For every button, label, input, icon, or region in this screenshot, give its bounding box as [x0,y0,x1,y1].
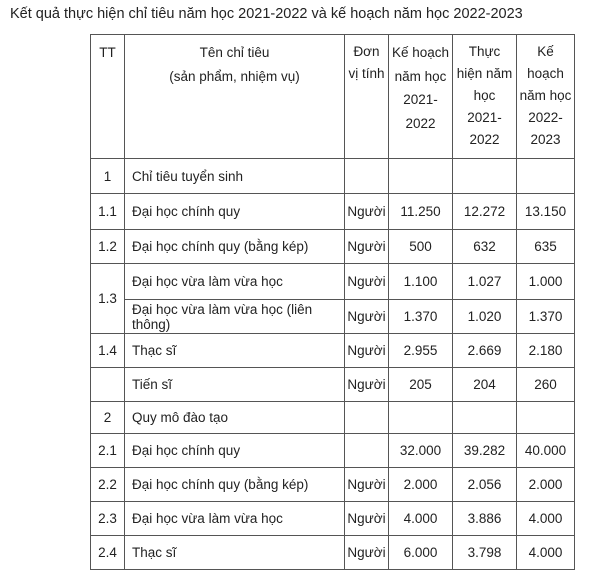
row-plan-next: 40.000 [517,434,575,468]
row-tt: 2 [91,402,125,434]
header-name: Tên chỉ tiêu (sản phẩm, nhiệm vụ) [125,35,345,159]
row-tt: 1.2 [91,230,125,264]
header-plan-2022-2023: Kế hoạch năm học 2022- 2023 [517,35,575,159]
row-plan-next: 2.180 [517,334,575,368]
row-plan-next: 260 [517,368,575,402]
row-tt: 2.1 [91,434,125,468]
row-plan-prev: 32.000 [389,434,453,468]
row-name: Đại học vừa làm vừa học (liên thông) [125,300,345,334]
row-plan-prev: 2.000 [389,468,453,502]
row-name: Quy mô đào tạo [125,402,345,434]
row-tt: 2.3 [91,502,125,536]
table-row [91,230,575,264]
table-row [91,300,575,334]
row-name: Đại học chính quy (bằng kép) [125,230,345,264]
row-tt: 1.3 [91,264,125,334]
row-unit [345,434,389,468]
row-unit: Người [345,194,389,230]
row-tt: 2.4 [91,536,125,570]
row-name: Đại học chính quy [125,194,345,230]
table-row [91,368,575,402]
row-plan-prev [389,402,453,434]
table-row [91,334,575,368]
table-row [91,536,575,570]
row-actual: 204 [453,368,517,402]
row-plan-next: 4.000 [517,502,575,536]
row-plan-prev: 1.100 [389,264,453,300]
header-actual-2021-2022: Thực hiện năm học 2021- 2022 [453,35,517,159]
row-name: Đại học chính quy (bằng kép) [125,468,345,502]
table-row [91,502,575,536]
table-row [91,402,575,434]
row-unit: Người [345,468,389,502]
row-actual: 632 [453,230,517,264]
row-plan-next: 4.000 [517,536,575,570]
row-name: Đại học chính quy [125,434,345,468]
row-name: Chỉ tiêu tuyển sinh [125,159,345,194]
row-plan-next: 635 [517,230,575,264]
row-unit: Người [345,502,389,536]
row-tt: 1.1 [91,194,125,230]
table-row [91,434,575,468]
row-actual: 1.020 [453,300,517,334]
table-caption: Kết quả thực hiện chỉ tiêu năm học 2021-2022 và kế hoạch năm học 2022-2023 [10,6,523,22]
row-actual [453,402,517,434]
row-unit: Người [345,536,389,570]
row-plan-next [517,159,575,194]
row-unit: Người [345,230,389,264]
row-plan-prev: 2.955 [389,334,453,368]
row-actual: 39.282 [453,434,517,468]
row-actual: 3.798 [453,536,517,570]
table-row [91,264,575,300]
row-tt: 1.4 [91,334,125,368]
row-actual: 1.027 [453,264,517,300]
table-row [91,159,575,194]
row-tt: 1 [91,159,125,194]
row-unit [345,402,389,434]
row-name: Đại học vừa làm vừa học [125,502,345,536]
row-name: Thạc sĩ [125,334,345,368]
row-unit: Người [345,300,389,334]
row-plan-next [517,402,575,434]
header-row [91,35,575,159]
row-name: Đại học vừa làm vừa học [125,264,345,300]
row-unit: Người [345,264,389,300]
row-name: Thạc sĩ [125,536,345,570]
row-plan-prev: 11.250 [389,194,453,230]
table-row [91,468,575,502]
header-tt: TT [91,35,125,159]
table-row [91,194,575,230]
row-plan-next: 13.150 [517,194,575,230]
targets-table [90,34,575,570]
row-plan-next: 1.370 [517,300,575,334]
row-plan-next: 2.000 [517,468,575,502]
header-plan-2021-2022: Kế hoạch năm học 2021- 2022 [389,35,453,159]
row-actual: 2.056 [453,468,517,502]
row-actual [453,159,517,194]
row-plan-prev: 500 [389,230,453,264]
row-unit: Người [345,334,389,368]
row-plan-prev: 6.000 [389,536,453,570]
row-plan-prev [389,159,453,194]
row-actual: 12.272 [453,194,517,230]
row-name: Tiến sĩ [125,368,345,402]
row-unit: Người [345,368,389,402]
row-actual: 2.669 [453,334,517,368]
row-tt [91,368,125,402]
row-tt: 2.2 [91,468,125,502]
row-plan-prev: 1.370 [389,300,453,334]
row-actual: 3.886 [453,502,517,536]
row-plan-next: 1.000 [517,264,575,300]
row-unit [345,159,389,194]
row-plan-prev: 4.000 [389,502,453,536]
header-unit: Đơn vị tính [345,35,389,159]
row-plan-prev: 205 [389,368,453,402]
